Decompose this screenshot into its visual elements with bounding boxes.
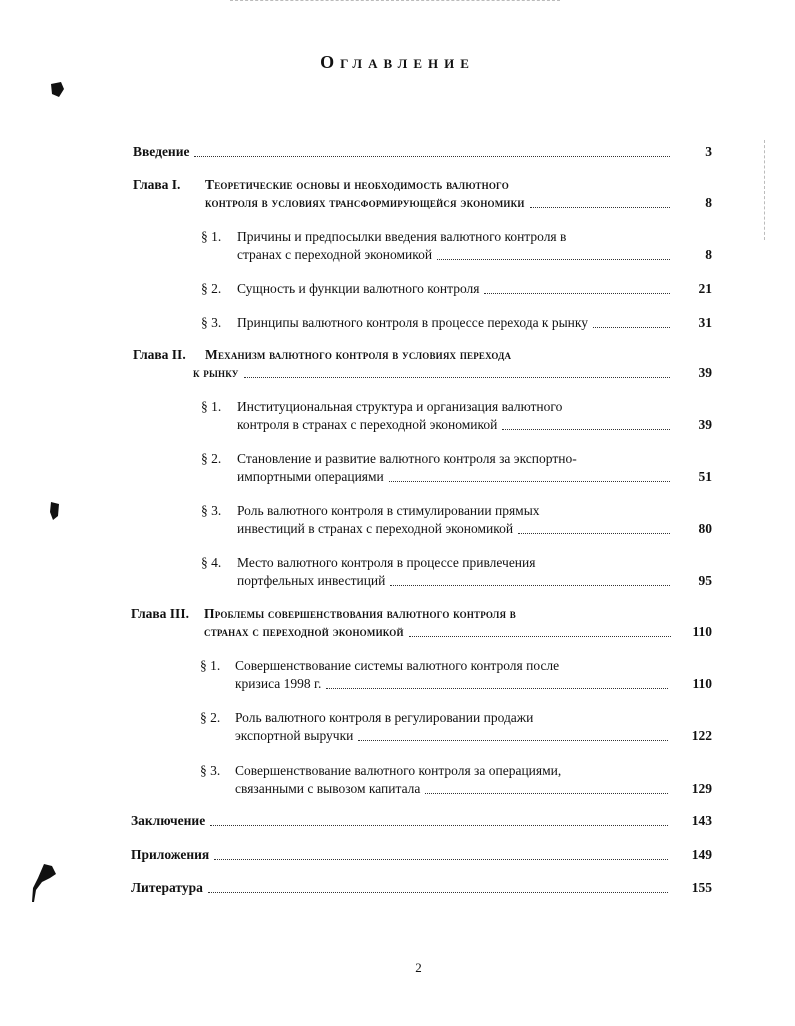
section-number: § 4. (201, 555, 222, 570)
dot-leader (437, 259, 670, 260)
section-number: § 3. (201, 503, 222, 518)
section-number: § 3. (200, 763, 221, 778)
dot-leader (389, 481, 670, 482)
toc-section-entry (200, 762, 712, 798)
toc-section-entry (201, 502, 712, 538)
toc-section-entry (201, 398, 712, 434)
toc-title-line: Совершенствование системы валютного контроля после (235, 658, 560, 673)
toc-entry-title (237, 280, 673, 298)
toc-entry-label: Литература (131, 880, 203, 895)
section-number: § 2. (201, 281, 222, 296)
scan-edge-right (764, 140, 766, 240)
toc-page-number: 51 (698, 469, 712, 484)
toc-title-line: Причины и предпосылки введения валютного контроля в (237, 229, 567, 244)
toc-title-line: портфельных инвестиций (237, 573, 386, 588)
toc-entry (131, 879, 712, 897)
toc-entry-title (131, 812, 671, 830)
toc-entry (131, 812, 712, 830)
toc-title-line: Становление и развитие валютного контроля за экспортно- (237, 451, 577, 466)
toc-title-line: Место валютного контроля в процессе привлечения (237, 555, 536, 570)
toc-chapter-entry (133, 346, 712, 382)
toc-title-line: Механизм валютного контроля в условиях перехода (205, 347, 512, 362)
dot-leader (208, 892, 668, 893)
toc-entry-title (235, 709, 671, 745)
page-title: Оглавление (320, 52, 475, 72)
toc-page-number: 149 (691, 847, 712, 862)
page-number: 2 (415, 960, 422, 975)
toc-entry-title (235, 762, 671, 798)
toc-title-line: Теоретические основы и необходимость валютного (205, 177, 509, 192)
toc-entry-title (237, 314, 673, 332)
toc-page-number: 143 (691, 813, 712, 828)
toc-title-line: связанными с вывозом капитала (235, 781, 421, 796)
toc-entry-title (193, 346, 673, 382)
toc-page-number: 122 (691, 728, 712, 743)
dot-leader (425, 793, 668, 794)
toc-page-number: 39 (698, 417, 712, 432)
toc-title-line: странах с переходной экономикой (237, 247, 433, 262)
dot-leader (214, 859, 668, 860)
dot-leader (194, 156, 670, 157)
toc-page-number: 110 (692, 624, 712, 639)
toc-page-number: 31 (698, 315, 712, 330)
section-number: § 1. (200, 658, 221, 673)
toc-page-number: 3 (705, 144, 712, 159)
toc-title-line: Проблемы совершенствования валютного контроля в (204, 606, 517, 621)
toc-page-number: 80 (698, 521, 712, 536)
toc-entry-label: Заключение (131, 813, 206, 828)
toc-section-entry (201, 450, 712, 486)
toc-page-number: 21 (698, 281, 712, 296)
toc-entry-title (237, 554, 673, 590)
toc-title-line: Роль валютного контроля в стимулировании прямых (237, 503, 540, 518)
toc-title-line: Совершенствование валютного контроля за операциями, (235, 763, 562, 778)
toc-section-entry (201, 280, 712, 298)
toc-title-line: странах с переходной экономикой (204, 624, 404, 639)
toc-entry-label: Приложения (131, 847, 210, 862)
toc-title-line: Принципы валютного контроля в процессе перехода к рынку (237, 315, 589, 330)
toc-page-number: 155 (691, 880, 712, 895)
toc-page-number: 129 (691, 781, 712, 796)
toc-entry (131, 846, 712, 864)
chapter-label: Глава II. (133, 347, 186, 362)
toc-page-number: 95 (698, 573, 712, 588)
scan-blot-3 (30, 860, 64, 906)
toc-entry-title (131, 879, 671, 897)
toc-chapter-entry (131, 605, 712, 641)
scan-blot-2 (47, 500, 63, 522)
toc-entry-label: Введение (133, 144, 190, 159)
section-number: § 2. (201, 451, 222, 466)
toc-title-line: кризиса 1998 г. (235, 676, 322, 691)
toc-title-line: контроля в условиях трансформирующейся экономики (205, 195, 525, 210)
dot-leader (358, 740, 668, 741)
toc-page-number: 110 (692, 676, 712, 691)
toc-section-entry (201, 314, 712, 332)
toc-chapter-entry (133, 176, 712, 212)
chapter-label: Глава III. (131, 606, 189, 621)
toc-page-number: 39 (698, 365, 712, 380)
toc-page-number: 8 (705, 195, 712, 210)
dot-leader (210, 825, 668, 826)
toc-section-entry (201, 228, 712, 264)
toc-section-entry (201, 554, 712, 590)
toc-section-entry (200, 709, 712, 745)
toc-title-line: контроля в странах с переходной экономикой (237, 417, 498, 432)
section-number: § 1. (201, 229, 222, 244)
toc-entry-title (237, 228, 673, 264)
toc-title-line: Сущность и функции валютного контроля (237, 281, 480, 296)
toc-section-entry (200, 657, 712, 693)
toc-entry-title (235, 657, 671, 693)
toc-entry (133, 143, 712, 161)
section-number: § 1. (201, 399, 222, 414)
dot-leader (244, 377, 670, 378)
toc-entry-title (237, 450, 673, 486)
toc-entry-title (131, 846, 671, 864)
toc-entry-title (205, 176, 673, 212)
toc-title-line: к рынку (193, 365, 239, 380)
toc-page-number: 8 (705, 247, 712, 262)
dot-leader (484, 293, 670, 294)
dot-leader (502, 429, 670, 430)
dot-leader (518, 533, 670, 534)
toc-title-line: Роль валютного контроля в регулировании продажи (235, 710, 534, 725)
dot-leader (530, 207, 670, 208)
toc-entry-title (133, 143, 673, 161)
dot-leader (326, 688, 668, 689)
toc-entry-title (237, 398, 673, 434)
toc-title-line: Институциональная структура и организация валютного (237, 399, 563, 414)
section-number: § 2. (200, 710, 221, 725)
dot-leader (409, 636, 671, 637)
toc-entry-title (237, 502, 673, 538)
dot-leader (390, 585, 670, 586)
scan-edge-top (230, 0, 560, 2)
chapter-label: Глава I. (133, 177, 181, 192)
toc-title-line: инвестиций в странах с переходной экономикой (237, 521, 514, 536)
scan-blot-1 (48, 80, 66, 100)
toc-title-line: импортными операциями (237, 469, 384, 484)
section-number: § 3. (201, 315, 222, 330)
dot-leader (593, 327, 670, 328)
toc-title-line: экспортной выручки (235, 728, 354, 743)
toc-entry-title (204, 605, 674, 641)
